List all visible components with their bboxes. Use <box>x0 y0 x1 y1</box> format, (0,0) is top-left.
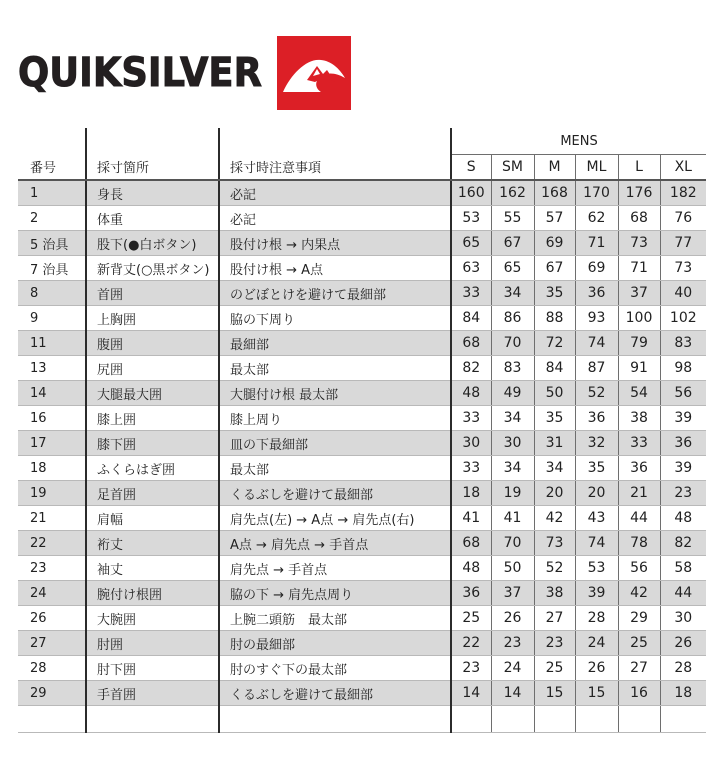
row-place: ふくらはぎ囲 <box>86 456 219 481</box>
row-value: 87 <box>575 356 618 381</box>
row-value: 36 <box>660 431 706 456</box>
row-value: 39 <box>660 406 706 431</box>
row-value: 58 <box>660 556 706 581</box>
row-value: 14 <box>491 681 534 706</box>
row-value: 15 <box>534 681 575 706</box>
row-place: 身長 <box>86 180 219 206</box>
row-number: 19 <box>18 481 86 506</box>
row-value: 37 <box>618 281 660 306</box>
row-value: 25 <box>451 606 491 631</box>
row-number: 5 治具 <box>18 231 86 256</box>
row-value: 48 <box>451 381 491 406</box>
row-value: 71 <box>575 231 618 256</box>
row-value: 79 <box>618 331 660 356</box>
row-value: 27 <box>618 656 660 681</box>
row-value: 22 <box>451 631 491 656</box>
row-value: 37 <box>491 581 534 606</box>
row-value: 84 <box>534 356 575 381</box>
row-value: 19 <box>491 481 534 506</box>
table-row <box>18 581 706 606</box>
table-row <box>18 506 706 531</box>
row-value: 23 <box>534 631 575 656</box>
row-value: 78 <box>618 531 660 556</box>
row-note: 肘のすぐ下の最太部 <box>219 656 451 681</box>
row-place: 尻囲 <box>86 356 219 381</box>
row-note: 肩先点 → 手首点 <box>219 556 451 581</box>
row-note: 脇の下周り <box>219 306 451 331</box>
row-number: 8 <box>18 281 86 306</box>
row-number: 9 <box>18 306 86 331</box>
row-value: 88 <box>534 306 575 331</box>
column-header-row <box>18 155 706 181</box>
row-value: 34 <box>491 406 534 431</box>
row-value: 71 <box>618 256 660 281</box>
row-value: 38 <box>618 406 660 431</box>
row-place: 膝上囲 <box>86 406 219 431</box>
row-number: 14 <box>18 381 86 406</box>
table-row <box>18 180 706 206</box>
row-value: 56 <box>660 381 706 406</box>
row-value: 73 <box>618 231 660 256</box>
row-place: 股下(●白ボタン) <box>86 231 219 256</box>
row-place: 腹囲 <box>86 331 219 356</box>
row-value: 35 <box>534 281 575 306</box>
row-value: 98 <box>660 356 706 381</box>
row-value: 23 <box>491 631 534 656</box>
row-value: 16 <box>618 681 660 706</box>
row-place: 手首囲 <box>86 681 219 706</box>
row-value: 68 <box>451 331 491 356</box>
row-note: 必記 <box>219 180 451 206</box>
header-place: 採寸箇所 <box>86 155 219 181</box>
row-value: 86 <box>491 306 534 331</box>
row-place: 裄丈 <box>86 531 219 556</box>
row-value: 27 <box>534 606 575 631</box>
row-place: 袖丈 <box>86 556 219 581</box>
row-value: 38 <box>534 581 575 606</box>
row-number: 26 <box>18 606 86 631</box>
table-row <box>18 631 706 656</box>
header-size: L <box>618 155 660 181</box>
row-note: 大腿付け根 最太部 <box>219 381 451 406</box>
row-value: 26 <box>575 656 618 681</box>
row-value: 70 <box>491 531 534 556</box>
row-value: 73 <box>660 256 706 281</box>
row-value: 31 <box>534 431 575 456</box>
row-value: 74 <box>575 331 618 356</box>
row-note: 上腕二頭筋 最太部 <box>219 606 451 631</box>
table-row <box>18 356 706 381</box>
row-note: 脇の下 → 肩先点周り <box>219 581 451 606</box>
row-value: 53 <box>575 556 618 581</box>
row-value: 70 <box>491 331 534 356</box>
row-number: 29 <box>18 681 86 706</box>
row-value: 48 <box>660 506 706 531</box>
row-place: 肩幅 <box>86 506 219 531</box>
row-value: 53 <box>451 206 491 231</box>
row-value: 33 <box>618 431 660 456</box>
row-value: 34 <box>491 281 534 306</box>
row-value: 68 <box>451 531 491 556</box>
row-place: 体重 <box>86 206 219 231</box>
brand-wordmark: QUIKSILVER <box>18 50 262 96</box>
row-number: 24 <box>18 581 86 606</box>
row-value: 65 <box>491 256 534 281</box>
row-value: 93 <box>575 306 618 331</box>
row-value: 33 <box>451 456 491 481</box>
table-row <box>18 331 706 356</box>
row-value: 82 <box>451 356 491 381</box>
row-value: 42 <box>534 506 575 531</box>
row-value: 84 <box>451 306 491 331</box>
row-value: 83 <box>491 356 534 381</box>
row-value: 25 <box>534 656 575 681</box>
row-value: 23 <box>660 481 706 506</box>
row-place: 大腕囲 <box>86 606 219 631</box>
blank-row <box>18 706 706 733</box>
row-value: 44 <box>618 506 660 531</box>
row-place: 足首囲 <box>86 481 219 506</box>
brand-logo <box>18 36 358 110</box>
row-value: 34 <box>491 456 534 481</box>
row-note: 皿の下最細部 <box>219 431 451 456</box>
row-number: 28 <box>18 656 86 681</box>
row-value: 170 <box>575 180 618 206</box>
table-row <box>18 381 706 406</box>
row-value: 25 <box>618 631 660 656</box>
header-size: S <box>451 155 491 181</box>
table-row <box>18 231 706 256</box>
row-number: 16 <box>18 406 86 431</box>
row-place: 上胸囲 <box>86 306 219 331</box>
table-row <box>18 306 706 331</box>
table-row <box>18 556 706 581</box>
size-chart-table <box>18 128 706 733</box>
row-value: 36 <box>575 281 618 306</box>
table-row <box>18 531 706 556</box>
row-value: 35 <box>534 406 575 431</box>
row-value: 23 <box>451 656 491 681</box>
row-value: 32 <box>575 431 618 456</box>
row-value: 73 <box>534 531 575 556</box>
header-number: 番号 <box>18 155 86 181</box>
row-note: くるぶしを避けて最細部 <box>219 481 451 506</box>
row-value: 82 <box>660 531 706 556</box>
row-place: 肘下囲 <box>86 656 219 681</box>
row-value: 26 <box>660 631 706 656</box>
row-value: 30 <box>660 606 706 631</box>
row-note: 股付け根 → A点 <box>219 256 451 281</box>
row-value: 74 <box>575 531 618 556</box>
row-note: 最太部 <box>219 356 451 381</box>
row-place: 腕付け根囲 <box>86 581 219 606</box>
table-row <box>18 406 706 431</box>
row-number: 27 <box>18 631 86 656</box>
row-number: 11 <box>18 331 86 356</box>
row-value: 72 <box>534 331 575 356</box>
row-note: 最太部 <box>219 456 451 481</box>
row-value: 69 <box>575 256 618 281</box>
row-note: のどぼとけを避けて最細部 <box>219 281 451 306</box>
row-value: 33 <box>451 406 491 431</box>
group-header-row <box>18 128 706 155</box>
row-value: 24 <box>575 631 618 656</box>
row-note: 股付け根 → 内果点 <box>219 231 451 256</box>
row-number: 1 <box>18 180 86 206</box>
row-note: 膝上周り <box>219 406 451 431</box>
row-number: 17 <box>18 431 86 456</box>
row-value: 162 <box>491 180 534 206</box>
row-value: 65 <box>451 231 491 256</box>
row-value: 24 <box>491 656 534 681</box>
row-place: 肘囲 <box>86 631 219 656</box>
row-number: 21 <box>18 506 86 531</box>
row-value: 15 <box>575 681 618 706</box>
row-value: 50 <box>534 381 575 406</box>
row-value: 76 <box>660 206 706 231</box>
row-number: 23 <box>18 556 86 581</box>
row-value: 39 <box>660 456 706 481</box>
row-number: 2 <box>18 206 86 231</box>
row-value: 30 <box>451 431 491 456</box>
table-row <box>18 481 706 506</box>
row-value: 54 <box>618 381 660 406</box>
row-value: 26 <box>491 606 534 631</box>
row-place: 新背丈(○黒ボタン) <box>86 256 219 281</box>
header-size: SM <box>491 155 534 181</box>
table-row <box>18 606 706 631</box>
row-value: 63 <box>451 256 491 281</box>
row-number: 13 <box>18 356 86 381</box>
row-place: 膝下囲 <box>86 431 219 456</box>
header-notes: 採寸時注意事項 <box>219 155 451 181</box>
row-value: 49 <box>491 381 534 406</box>
row-value: 30 <box>491 431 534 456</box>
row-value: 18 <box>451 481 491 506</box>
table-row <box>18 281 706 306</box>
row-value: 36 <box>575 406 618 431</box>
row-value: 83 <box>660 331 706 356</box>
row-value: 52 <box>575 381 618 406</box>
row-note: 肘の最細部 <box>219 631 451 656</box>
row-value: 18 <box>660 681 706 706</box>
row-value: 67 <box>491 231 534 256</box>
row-note: くるぶしを避けて最細部 <box>219 681 451 706</box>
row-value: 176 <box>618 180 660 206</box>
row-value: 77 <box>660 231 706 256</box>
row-value: 50 <box>491 556 534 581</box>
row-place: 首囲 <box>86 281 219 306</box>
row-value: 33 <box>451 281 491 306</box>
row-value: 91 <box>618 356 660 381</box>
row-value: 57 <box>534 206 575 231</box>
row-value: 100 <box>618 306 660 331</box>
row-value: 39 <box>575 581 618 606</box>
row-value: 42 <box>618 581 660 606</box>
row-number: 7 治具 <box>18 256 86 281</box>
header-size: ML <box>575 155 618 181</box>
size-chart <box>18 128 706 733</box>
row-note: 最細部 <box>219 331 451 356</box>
row-value: 56 <box>618 556 660 581</box>
row-value: 160 <box>451 180 491 206</box>
row-value: 41 <box>491 506 534 531</box>
row-value: 21 <box>618 481 660 506</box>
row-value: 69 <box>534 231 575 256</box>
row-value: 41 <box>451 506 491 531</box>
row-value: 28 <box>660 656 706 681</box>
row-place: 大腿最大囲 <box>86 381 219 406</box>
row-value: 40 <box>660 281 706 306</box>
header-size: M <box>534 155 575 181</box>
row-note: 肩先点(左) → A点 → 肩先点(右) <box>219 506 451 531</box>
row-value: 20 <box>575 481 618 506</box>
row-value: 28 <box>575 606 618 631</box>
header-size: XL <box>660 155 706 181</box>
row-note: A点 → 肩先点 → 手首点 <box>219 531 451 556</box>
row-value: 55 <box>491 206 534 231</box>
row-value: 44 <box>660 581 706 606</box>
row-number: 18 <box>18 456 86 481</box>
row-value: 48 <box>451 556 491 581</box>
row-note: 必記 <box>219 206 451 231</box>
table-row <box>18 681 706 706</box>
row-value: 68 <box>618 206 660 231</box>
row-value: 36 <box>451 581 491 606</box>
table-row <box>18 431 706 456</box>
row-value: 62 <box>575 206 618 231</box>
table-row <box>18 256 706 281</box>
row-value: 52 <box>534 556 575 581</box>
row-value: 34 <box>534 456 575 481</box>
mountain-wave-icon <box>277 36 351 110</box>
row-value: 168 <box>534 180 575 206</box>
table-row <box>18 656 706 681</box>
group-label-mens: MENS <box>451 128 706 155</box>
row-value: 20 <box>534 481 575 506</box>
row-value: 43 <box>575 506 618 531</box>
table-row <box>18 206 706 231</box>
row-value: 36 <box>618 456 660 481</box>
row-value: 29 <box>618 606 660 631</box>
row-value: 102 <box>660 306 706 331</box>
row-value: 67 <box>534 256 575 281</box>
row-value: 182 <box>660 180 706 206</box>
row-number: 22 <box>18 531 86 556</box>
table-row <box>18 456 706 481</box>
row-value: 14 <box>451 681 491 706</box>
row-value: 35 <box>575 456 618 481</box>
